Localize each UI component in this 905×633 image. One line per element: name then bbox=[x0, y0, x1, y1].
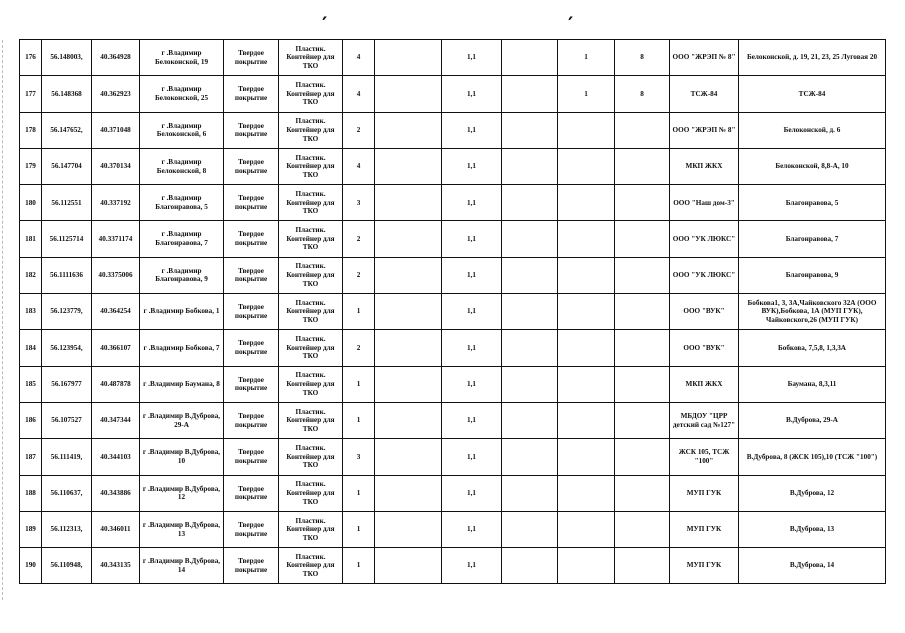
container-count-cell: 2 bbox=[343, 257, 375, 293]
punch-mark-left: ′ bbox=[322, 12, 328, 36]
row-number-cell: 185 bbox=[20, 366, 42, 402]
table-row bbox=[20, 221, 886, 257]
empty-col-a-cell bbox=[375, 475, 442, 511]
extra-count-b-cell: 8 bbox=[615, 40, 670, 76]
container-type-cell: Пластик. Контейнер для ТКО bbox=[279, 185, 343, 221]
row-number-cell: 183 bbox=[20, 294, 42, 330]
row-number-cell: 187 bbox=[20, 439, 42, 475]
container-type-cell: Пластик. Контейнер для ТКО bbox=[279, 330, 343, 366]
responsible-organization-cell: ООО "ВУК" bbox=[670, 294, 739, 330]
site-address-cell: г .Владимир Благонравова, 5 bbox=[140, 185, 224, 221]
empty-col-a-cell bbox=[375, 402, 442, 438]
punch-mark-right: ′ bbox=[568, 12, 574, 36]
table-row bbox=[20, 402, 886, 438]
container-type-cell: Пластик. Контейнер для ТКО bbox=[279, 294, 343, 330]
binding-line bbox=[2, 40, 4, 600]
latitude-cell: 56.110948, bbox=[42, 548, 92, 584]
surface-type-cell: Твердое покрытие bbox=[224, 475, 279, 511]
responsible-organization-cell: ООО "ВУК" bbox=[670, 330, 739, 366]
table-row bbox=[20, 511, 886, 547]
longitude-cell: 40.337192 bbox=[92, 185, 140, 221]
extra-count-b-cell bbox=[615, 548, 670, 584]
container-volume-cell: 1,1 bbox=[442, 76, 502, 112]
surface-type-cell: Твердое покрытие bbox=[224, 257, 279, 293]
container-volume-cell: 1,1 bbox=[442, 221, 502, 257]
latitude-cell: 56.112551 bbox=[42, 185, 92, 221]
empty-col-b-cell bbox=[502, 221, 558, 257]
responsible-organization-cell: МКП ЖКХ bbox=[670, 366, 739, 402]
row-number-cell: 180 bbox=[20, 185, 42, 221]
longitude-cell: 40.346011 bbox=[92, 511, 140, 547]
table-row bbox=[20, 40, 886, 76]
extra-count-a-cell bbox=[558, 221, 615, 257]
latitude-cell: 56.148003, bbox=[42, 40, 92, 76]
longitude-cell: 40.366107 bbox=[92, 330, 140, 366]
site-address-cell: г .Владимир Бобкова, 7 bbox=[140, 330, 224, 366]
responsible-organization-cell: ООО "ЖРЭП № 8" bbox=[670, 40, 739, 76]
extra-count-b-cell bbox=[615, 294, 670, 330]
responsible-organization-cell: ЖСК 105, ТСЖ "100" bbox=[670, 439, 739, 475]
empty-col-a-cell bbox=[375, 185, 442, 221]
waste-source-objects-cell: В.Дуброва, 29-А bbox=[739, 402, 886, 438]
container-count-cell: 3 bbox=[343, 185, 375, 221]
row-number-cell: 177 bbox=[20, 76, 42, 112]
surface-type-cell: Твердое покрытие bbox=[224, 548, 279, 584]
container-sites-table bbox=[19, 39, 886, 584]
latitude-cell: 56.111419, bbox=[42, 439, 92, 475]
row-number-cell: 181 bbox=[20, 221, 42, 257]
surface-type-cell: Твердое покрытие bbox=[224, 221, 279, 257]
container-type-cell: Пластик. Контейнер для ТКО bbox=[279, 257, 343, 293]
surface-type-cell: Твердое покрытие bbox=[224, 40, 279, 76]
table-row bbox=[20, 330, 886, 366]
responsible-organization-cell: ООО "УК ЛЮКС" bbox=[670, 221, 739, 257]
empty-col-b-cell bbox=[502, 185, 558, 221]
container-volume-cell: 1,1 bbox=[442, 402, 502, 438]
responsible-organization-cell: ООО "ЖРЭП № 8" bbox=[670, 112, 739, 148]
site-address-cell: г .Владимир Белоконской, 6 bbox=[140, 112, 224, 148]
empty-col-a-cell bbox=[375, 548, 442, 584]
row-number-cell: 189 bbox=[20, 511, 42, 547]
waste-source-objects-cell: Белоконской, д. 19, 21, 23, 25 Луговая 20 bbox=[739, 40, 886, 76]
extra-count-b-cell bbox=[615, 257, 670, 293]
container-count-cell: 4 bbox=[343, 148, 375, 184]
empty-col-a-cell bbox=[375, 511, 442, 547]
extra-count-b-cell: 8 bbox=[615, 76, 670, 112]
container-count-cell: 1 bbox=[343, 548, 375, 584]
site-address-cell: г .Владимир В.Дуброва, 10 bbox=[140, 439, 224, 475]
waste-source-objects-cell: Бобкова, 7,5,8, 1,3,3А bbox=[739, 330, 886, 366]
container-volume-cell: 1,1 bbox=[442, 439, 502, 475]
longitude-cell: 40.364928 bbox=[92, 40, 140, 76]
latitude-cell: 56.1125714 bbox=[42, 221, 92, 257]
empty-col-b-cell bbox=[502, 511, 558, 547]
empty-col-a-cell bbox=[375, 148, 442, 184]
waste-source-objects-cell: ТСЖ-84 bbox=[739, 76, 886, 112]
waste-source-objects-cell: Благонравова, 9 bbox=[739, 257, 886, 293]
empty-col-b-cell bbox=[502, 548, 558, 584]
waste-source-objects-cell: В.Дуброва, 13 bbox=[739, 511, 886, 547]
extra-count-a-cell bbox=[558, 148, 615, 184]
responsible-organization-cell: МУП ГУК bbox=[670, 511, 739, 547]
empty-col-b-cell bbox=[502, 76, 558, 112]
table-row bbox=[20, 185, 886, 221]
extra-count-a-cell bbox=[558, 257, 615, 293]
empty-col-a-cell bbox=[375, 221, 442, 257]
waste-source-objects-cell: Благонравова, 7 bbox=[739, 221, 886, 257]
container-type-cell: Пластик. Контейнер для ТКО bbox=[279, 548, 343, 584]
longitude-cell: 40.487878 bbox=[92, 366, 140, 402]
extra-count-a-cell bbox=[558, 475, 615, 511]
extra-count-a-cell bbox=[558, 185, 615, 221]
longitude-cell: 40.362923 bbox=[92, 76, 140, 112]
longitude-cell: 40.3371174 bbox=[92, 221, 140, 257]
latitude-cell: 56.147704 bbox=[42, 148, 92, 184]
latitude-cell: 56.112313, bbox=[42, 511, 92, 547]
container-count-cell: 1 bbox=[343, 511, 375, 547]
empty-col-b-cell bbox=[502, 439, 558, 475]
container-type-cell: Пластик. Контейнер для ТКО bbox=[279, 366, 343, 402]
container-type-cell: Пластик. Контейнер для ТКО bbox=[279, 148, 343, 184]
surface-type-cell: Твердое покрытие bbox=[224, 294, 279, 330]
container-volume-cell: 1,1 bbox=[442, 294, 502, 330]
latitude-cell: 56.107527 bbox=[42, 402, 92, 438]
latitude-cell: 56.123779, bbox=[42, 294, 92, 330]
container-count-cell: 2 bbox=[343, 330, 375, 366]
latitude-cell: 56.1111636 bbox=[42, 257, 92, 293]
empty-col-b-cell bbox=[502, 402, 558, 438]
table-row bbox=[20, 439, 886, 475]
empty-col-b-cell bbox=[502, 294, 558, 330]
empty-col-b-cell bbox=[502, 475, 558, 511]
container-type-cell: Пластик. Контейнер для ТКО bbox=[279, 475, 343, 511]
site-address-cell: г .Владимир Белоконской, 19 bbox=[140, 40, 224, 76]
extra-count-a-cell: 1 bbox=[558, 76, 615, 112]
longitude-cell: 40.347344 bbox=[92, 402, 140, 438]
extra-count-a-cell bbox=[558, 294, 615, 330]
extra-count-a-cell: 1 bbox=[558, 40, 615, 76]
site-address-cell: г .Владимир В.Дуброва, 13 bbox=[140, 511, 224, 547]
container-type-cell: Пластик. Контейнер для ТКО bbox=[279, 511, 343, 547]
extra-count-a-cell bbox=[558, 439, 615, 475]
table-row bbox=[20, 548, 886, 584]
longitude-cell: 40.370134 bbox=[92, 148, 140, 184]
surface-type-cell: Твердое покрытие bbox=[224, 76, 279, 112]
extra-count-b-cell bbox=[615, 402, 670, 438]
table-row bbox=[20, 294, 886, 330]
surface-type-cell: Твердое покрытие bbox=[224, 330, 279, 366]
surface-type-cell: Твердое покрытие bbox=[224, 185, 279, 221]
container-count-cell: 4 bbox=[343, 40, 375, 76]
container-count-cell: 1 bbox=[343, 402, 375, 438]
responsible-organization-cell: МКП ЖКХ bbox=[670, 148, 739, 184]
container-count-cell: 1 bbox=[343, 294, 375, 330]
extra-count-b-cell bbox=[615, 439, 670, 475]
container-type-cell: Пластик. Контейнер для ТКО bbox=[279, 439, 343, 475]
table-row bbox=[20, 148, 886, 184]
surface-type-cell: Твердое покрытие bbox=[224, 112, 279, 148]
site-address-cell: г .Владимир В.Дуброва, 14 bbox=[140, 548, 224, 584]
container-volume-cell: 1,1 bbox=[442, 366, 502, 402]
container-type-cell: Пластик. Контейнер для ТКО bbox=[279, 40, 343, 76]
container-volume-cell: 1,1 bbox=[442, 330, 502, 366]
site-address-cell: г .Владимир Бобкова, 1 bbox=[140, 294, 224, 330]
extra-count-a-cell bbox=[558, 112, 615, 148]
container-type-cell: Пластик. Контейнер для ТКО bbox=[279, 221, 343, 257]
empty-col-b-cell bbox=[502, 366, 558, 402]
row-number-cell: 178 bbox=[20, 112, 42, 148]
extra-count-b-cell bbox=[615, 366, 670, 402]
empty-col-a-cell bbox=[375, 366, 442, 402]
empty-col-a-cell bbox=[375, 257, 442, 293]
extra-count-a-cell bbox=[558, 548, 615, 584]
empty-col-a-cell bbox=[375, 294, 442, 330]
row-number-cell: 179 bbox=[20, 148, 42, 184]
row-number-cell: 176 bbox=[20, 40, 42, 76]
container-volume-cell: 1,1 bbox=[442, 148, 502, 184]
container-volume-cell: 1,1 bbox=[442, 511, 502, 547]
empty-col-b-cell bbox=[502, 330, 558, 366]
container-volume-cell: 1,1 bbox=[442, 112, 502, 148]
responsible-organization-cell: МБДОУ "ЦРР детский сад №127" bbox=[670, 402, 739, 438]
empty-col-a-cell bbox=[375, 439, 442, 475]
row-number-cell: 184 bbox=[20, 330, 42, 366]
container-type-cell: Пластик. Контейнер для ТКО bbox=[279, 402, 343, 438]
container-count-cell: 4 bbox=[343, 76, 375, 112]
table-row bbox=[20, 76, 886, 112]
table-row bbox=[20, 366, 886, 402]
empty-col-a-cell bbox=[375, 76, 442, 112]
waste-source-objects-cell: Баумана, 8,3,11 bbox=[739, 366, 886, 402]
container-count-cell: 2 bbox=[343, 112, 375, 148]
container-volume-cell: 1,1 bbox=[442, 475, 502, 511]
container-type-cell: Пластик. Контейнер для ТКО bbox=[279, 76, 343, 112]
container-volume-cell: 1,1 bbox=[442, 257, 502, 293]
responsible-organization-cell: ООО "УК ЛЮКС" bbox=[670, 257, 739, 293]
waste-source-objects-cell: В.Дуброва, 12 bbox=[739, 475, 886, 511]
waste-source-objects-cell: В.Дуброва, 14 bbox=[739, 548, 886, 584]
extra-count-b-cell bbox=[615, 511, 670, 547]
extra-count-a-cell bbox=[558, 330, 615, 366]
longitude-cell: 40.343135 bbox=[92, 548, 140, 584]
container-count-cell: 1 bbox=[343, 475, 375, 511]
waste-source-objects-cell: Благонравова, 5 bbox=[739, 185, 886, 221]
empty-col-b-cell bbox=[502, 112, 558, 148]
longitude-cell: 40.364254 bbox=[92, 294, 140, 330]
extra-count-b-cell bbox=[615, 330, 670, 366]
surface-type-cell: Твердое покрытие bbox=[224, 366, 279, 402]
empty-col-a-cell bbox=[375, 330, 442, 366]
responsible-organization-cell: МУП ГУК bbox=[670, 548, 739, 584]
container-volume-cell: 1,1 bbox=[442, 40, 502, 76]
row-number-cell: 186 bbox=[20, 402, 42, 438]
empty-col-a-cell bbox=[375, 112, 442, 148]
extra-count-a-cell bbox=[558, 511, 615, 547]
container-count-cell: 2 bbox=[343, 221, 375, 257]
container-count-cell: 3 bbox=[343, 439, 375, 475]
surface-type-cell: Твердое покрытие bbox=[224, 439, 279, 475]
table-row bbox=[20, 112, 886, 148]
surface-type-cell: Твердое покрытие bbox=[224, 148, 279, 184]
extra-count-a-cell bbox=[558, 366, 615, 402]
latitude-cell: 56.167977 bbox=[42, 366, 92, 402]
waste-source-objects-cell: Белоконской, 8,8-А, 10 bbox=[739, 148, 886, 184]
empty-col-b-cell bbox=[502, 40, 558, 76]
row-number-cell: 190 bbox=[20, 548, 42, 584]
extra-count-b-cell bbox=[615, 475, 670, 511]
extra-count-b-cell bbox=[615, 112, 670, 148]
surface-type-cell: Твердое покрытие bbox=[224, 511, 279, 547]
longitude-cell: 40.343886 bbox=[92, 475, 140, 511]
latitude-cell: 56.110637, bbox=[42, 475, 92, 511]
site-address-cell: г .Владимир Благонравова, 9 bbox=[140, 257, 224, 293]
container-volume-cell: 1,1 bbox=[442, 185, 502, 221]
container-count-cell: 1 bbox=[343, 366, 375, 402]
responsible-organization-cell: МУП ГУК bbox=[670, 475, 739, 511]
surface-type-cell: Твердое покрытие bbox=[224, 402, 279, 438]
site-address-cell: г .Владимир В.Дуброва, 29-А bbox=[140, 402, 224, 438]
extra-count-a-cell bbox=[558, 402, 615, 438]
site-address-cell: г .Владимир В.Дуброва, 12 bbox=[140, 475, 224, 511]
empty-col-b-cell bbox=[502, 148, 558, 184]
responsible-organization-cell: ТСЖ-84 bbox=[670, 76, 739, 112]
table-row bbox=[20, 475, 886, 511]
waste-source-objects-cell: В.Дуброва, 8 (ЖСК 105),10 (ТСЖ "100") bbox=[739, 439, 886, 475]
empty-col-a-cell bbox=[375, 40, 442, 76]
row-number-cell: 188 bbox=[20, 475, 42, 511]
longitude-cell: 40.3375006 bbox=[92, 257, 140, 293]
extra-count-b-cell bbox=[615, 185, 670, 221]
extra-count-b-cell bbox=[615, 221, 670, 257]
site-address-cell: г .Владимир Баумана, 8 bbox=[140, 366, 224, 402]
container-volume-cell: 1,1 bbox=[442, 548, 502, 584]
responsible-organization-cell: ООО "Наш дом-3" bbox=[670, 185, 739, 221]
table-row bbox=[20, 257, 886, 293]
longitude-cell: 40.371048 bbox=[92, 112, 140, 148]
waste-source-objects-cell: Белоконской, д. 6 bbox=[739, 112, 886, 148]
latitude-cell: 56.147652, bbox=[42, 112, 92, 148]
longitude-cell: 40.344103 bbox=[92, 439, 140, 475]
site-address-cell: г .Владимир Белоконской, 8 bbox=[140, 148, 224, 184]
latitude-cell: 56.123954, bbox=[42, 330, 92, 366]
extra-count-b-cell bbox=[615, 148, 670, 184]
site-address-cell: г .Владимир Белоконской, 25 bbox=[140, 76, 224, 112]
latitude-cell: 56.148368 bbox=[42, 76, 92, 112]
site-address-cell: г .Владимир Благонравова, 7 bbox=[140, 221, 224, 257]
container-type-cell: Пластик. Контейнер для ТКО bbox=[279, 112, 343, 148]
row-number-cell: 182 bbox=[20, 257, 42, 293]
empty-col-b-cell bbox=[502, 257, 558, 293]
waste-source-objects-cell: Бобкова1, 3, 3А,Чайковского 32А (ООО ВУК),Бобкова, 1А (МУП ГУК), Чайковского,26 (МУП ГУК) bbox=[739, 294, 886, 330]
